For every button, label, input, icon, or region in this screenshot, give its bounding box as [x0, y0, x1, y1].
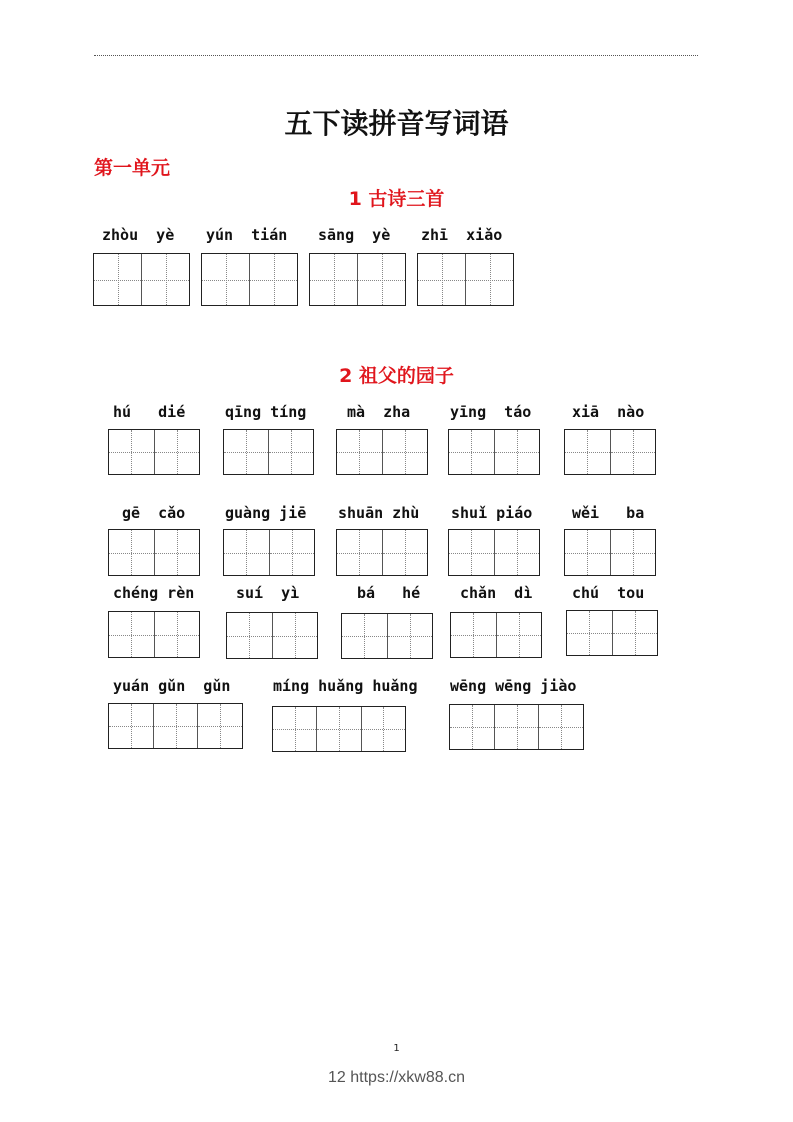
pinyin-label: qīng tíng — [225, 403, 307, 421]
tianzige-cell[interactable] — [610, 430, 656, 474]
tianzige-cell[interactable] — [197, 704, 242, 748]
tianzige-cell[interactable] — [268, 430, 313, 474]
tianzige-cell[interactable] — [565, 530, 610, 575]
writing-grid[interactable] — [223, 529, 315, 576]
tianzige-cell[interactable] — [109, 704, 153, 748]
tianzige-cell[interactable] — [496, 613, 542, 657]
tianzige-cell[interactable] — [494, 705, 539, 749]
writing-grid[interactable] — [566, 610, 658, 656]
writing-grid[interactable] — [417, 253, 514, 306]
pinyin-label: xiā nào — [572, 403, 645, 421]
tianzige-cell[interactable] — [361, 707, 405, 751]
tianzige-cell[interactable] — [494, 430, 540, 474]
tianzige-cell[interactable] — [249, 254, 297, 305]
writing-grid[interactable] — [336, 529, 428, 576]
writing-grid[interactable] — [108, 429, 200, 475]
pinyin-label: bá hé — [357, 584, 421, 602]
tianzige-cell[interactable] — [153, 704, 198, 748]
writing-grid[interactable] — [226, 612, 318, 659]
tianzige-cell[interactable] — [109, 530, 154, 575]
tianzige-cell[interactable] — [316, 707, 360, 751]
pinyin-label: wěi ba — [572, 504, 645, 522]
writing-grid[interactable] — [341, 613, 433, 659]
writing-grid[interactable] — [448, 529, 540, 576]
tianzige-cell[interactable] — [109, 612, 154, 657]
pinyin-label: yuán gǔn gǔn — [113, 677, 231, 695]
tianzige-cell[interactable] — [382, 530, 428, 575]
writing-grid[interactable] — [448, 429, 540, 475]
pinyin-label: shuǐ piáo — [451, 504, 533, 522]
writing-grid[interactable] — [336, 429, 428, 475]
tianzige-cell[interactable] — [337, 530, 382, 575]
pinyin-label: guàng jiē — [225, 504, 307, 522]
tianzige-cell[interactable] — [565, 430, 610, 474]
tianzige-cell[interactable] — [224, 530, 269, 575]
tianzige-cell[interactable] — [418, 254, 465, 305]
tianzige-cell[interactable] — [567, 611, 612, 655]
tianzige-cell[interactable] — [465, 254, 513, 305]
pinyin-label: wēng wēng jiào — [450, 677, 577, 695]
pinyin-label: zhī xiǎo — [421, 226, 503, 244]
tianzige-cell[interactable] — [357, 254, 405, 305]
tianzige-cell[interactable] — [269, 530, 315, 575]
pinyin-label: chéng rèn — [113, 584, 195, 602]
pinyin-label: mà zha — [347, 403, 411, 421]
writing-grid[interactable] — [201, 253, 298, 306]
pinyin-label: chú tou — [572, 584, 645, 602]
pinyin-label: zhòu yè — [102, 226, 175, 244]
writing-grid[interactable] — [564, 529, 656, 576]
pinyin-label: chǎn dì — [460, 584, 533, 602]
tianzige-cell[interactable] — [612, 611, 658, 655]
writing-grid[interactable] — [108, 703, 243, 749]
lesson-heading-1: 1 古诗三首 — [348, 188, 445, 210]
tianzige-cell[interactable] — [450, 705, 494, 749]
tianzige-cell[interactable] — [382, 430, 428, 474]
tianzige-cell[interactable] — [449, 430, 494, 474]
tianzige-cell[interactable] — [94, 254, 141, 305]
unit-heading: 第一单元 — [94, 157, 171, 179]
tianzige-cell[interactable] — [449, 530, 494, 575]
tianzige-cell[interactable] — [154, 430, 200, 474]
pinyin-label: hú dié — [113, 403, 186, 421]
writing-grid[interactable] — [108, 611, 200, 658]
writing-grid[interactable] — [449, 704, 584, 750]
source-watermark: 12 https://xkw88.cn — [328, 1069, 465, 1086]
lesson-heading-2: 2 祖父的园子 — [339, 365, 454, 387]
tianzige-cell[interactable] — [272, 613, 318, 658]
tianzige-cell[interactable] — [610, 530, 656, 575]
writing-grid[interactable] — [450, 612, 542, 658]
tianzige-cell[interactable] — [141, 254, 189, 305]
pinyin-label: míng huǎng huǎng — [273, 677, 418, 695]
tianzige-cell[interactable] — [227, 613, 272, 658]
tianzige-cell[interactable] — [310, 254, 357, 305]
writing-grid[interactable] — [272, 706, 406, 752]
tianzige-cell[interactable] — [154, 612, 200, 657]
header-divider — [94, 55, 698, 56]
writing-grid[interactable] — [223, 429, 314, 475]
tianzige-cell[interactable] — [342, 614, 387, 658]
tianzige-cell[interactable] — [273, 707, 316, 751]
tianzige-cell[interactable] — [202, 254, 249, 305]
pinyin-label: yīng táo — [450, 403, 532, 421]
tianzige-cell[interactable] — [224, 430, 268, 474]
writing-grid[interactable] — [309, 253, 406, 306]
tianzige-cell[interactable] — [451, 613, 496, 657]
writing-grid[interactable] — [564, 429, 656, 475]
pinyin-label: yún tián — [206, 226, 288, 244]
tianzige-cell[interactable] — [154, 530, 200, 575]
writing-grid[interactable] — [108, 529, 200, 576]
tianzige-cell[interactable] — [538, 705, 583, 749]
page-title: 五下读拼音写词语 — [284, 107, 509, 140]
pinyin-label: shuān zhù — [338, 504, 420, 522]
tianzige-cell[interactable] — [337, 430, 382, 474]
pinyin-label: sāng yè — [318, 226, 391, 244]
tianzige-cell[interactable] — [109, 430, 154, 474]
tianzige-cell[interactable] — [387, 614, 433, 658]
writing-grid[interactable] — [93, 253, 190, 306]
pinyin-label: suí yì — [236, 584, 300, 602]
tianzige-cell[interactable] — [494, 530, 540, 575]
pinyin-label: gē cǎo — [122, 504, 186, 522]
page-number: 1 — [393, 1043, 400, 1054]
